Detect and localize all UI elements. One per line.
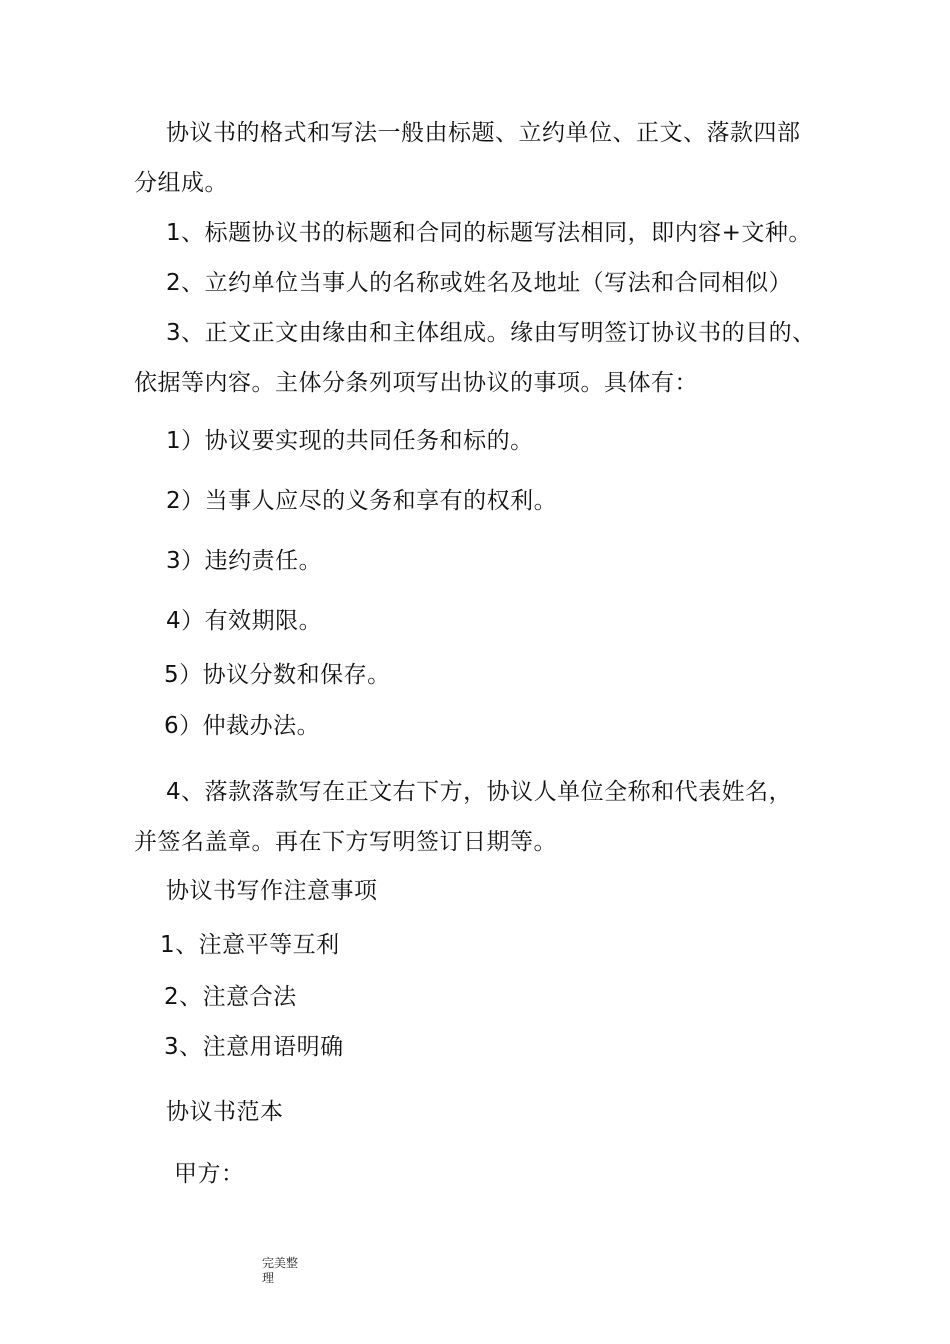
subitem-2: 2）当事人应尽的义务和享有的权利。 [166,488,558,514]
item-title: 1、标题协议书的标题和合同的标题写法相同，即内容+文种。 [166,220,812,246]
section-heading-template: 协议书范本 [166,1099,284,1125]
party-a-label: 甲方： [174,1161,245,1187]
item-signature-line-1: 4、落款落款写在正文右下方，协议人单位全称和代表姓名， [166,779,793,805]
item-body-line-1: 3、正文正文由缘由和主体组成。缘由写明签订协议书的目的、 [166,320,816,346]
item-signature-line-2: 并签名盖章。再在下方写明签订日期等。 [134,829,557,855]
subitem-4: 4）有效期限。 [166,608,323,634]
item-parties: 2、立约单位当事人的名称或姓名及地址（写法和合同相似） [166,270,793,296]
footer-text [262,1256,298,1286]
subitem-3: 3）违约责任。 [166,548,323,574]
note-1: 1、注意平等互利 [160,932,340,958]
subitem-6: 6）仲裁办法。 [164,713,321,739]
paragraph-intro-line-2: 分组成。 [134,170,228,196]
footer-line-2: 理 [262,1271,275,1285]
item-body-line-2: 依据等内容。主体分条列项写出协议的事项。具体有： [134,370,698,396]
subitem-5: 5）协议分数和保存。 [164,662,391,688]
paragraph-intro-line-1: 协议书的格式和写法一般由标题、立约单位、正文、落款四部 [166,120,801,146]
note-3: 3、注意用语明确 [164,1034,344,1060]
footer-line-1: 完美整 [262,1256,299,1270]
subitem-1: 1）协议要实现的共同任务和标的。 [166,428,534,454]
note-2: 2、注意合法 [164,984,297,1010]
section-heading-notes: 协议书写作注意事项 [166,878,378,904]
